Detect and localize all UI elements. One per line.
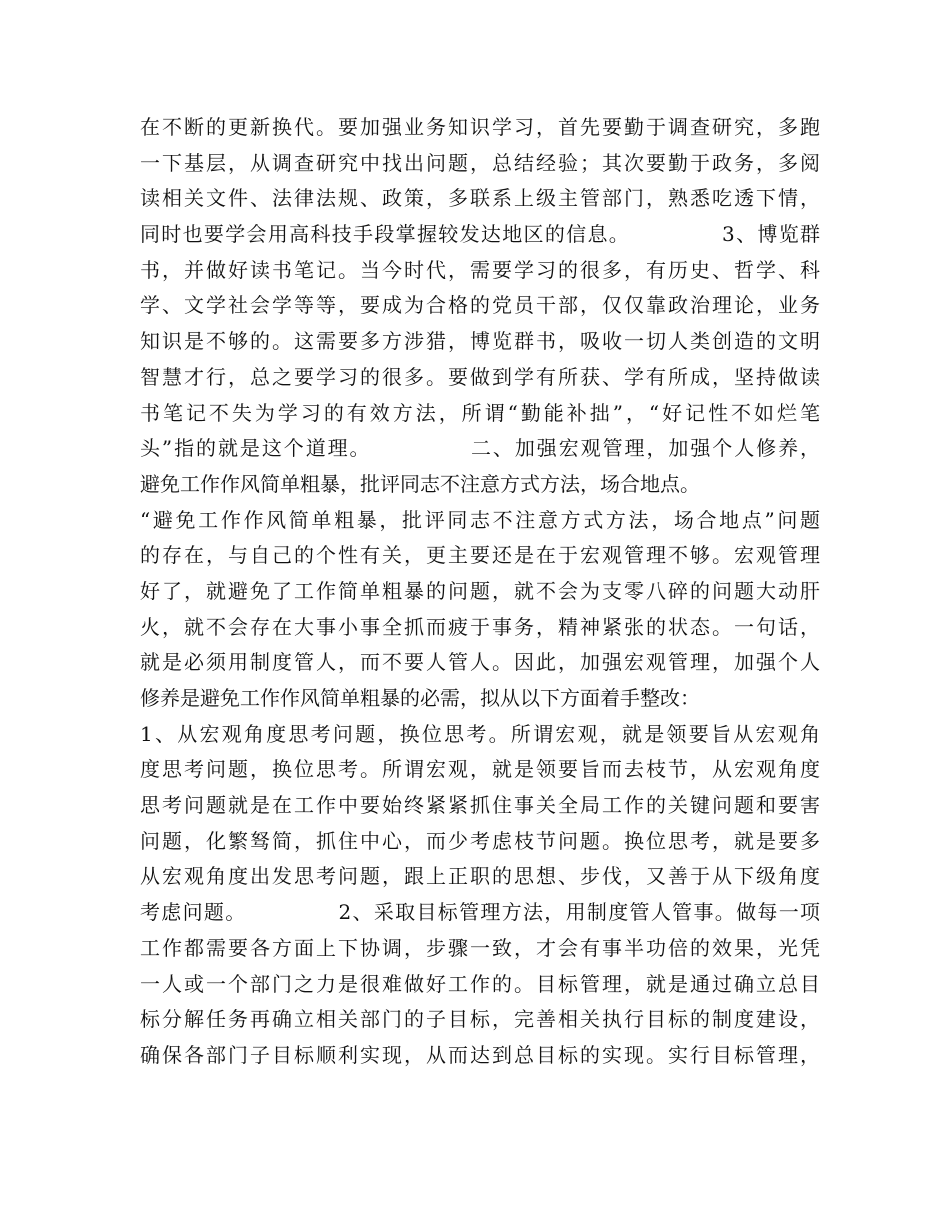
text-line: 避免工作作风简单粗暴，批评同志不注意方式方法，场合地点。	[140, 471, 700, 496]
text-line: 工作都需要各方面上下协调，步骤一致，才会有事半功倍的效果，光凭	[140, 935, 820, 960]
text-line: 知识是不够的。这需要多方涉猎，博览群书，吸收一切人类创造的文明	[140, 329, 820, 354]
text-line: 一下基层，从调查研究中找出问题，总结经验；其次要勤于政务，多阅	[140, 150, 820, 175]
text-line: 问题，化繁驽简，抓住中心，而少考虑枝节问题。换位思考，就是要多	[140, 828, 820, 853]
text-line: “避免工作作风简单粗暴，批评同志不注意方式方法，场合地点”问题	[140, 507, 820, 532]
text-line: 在不断的更新换代。要加强业务知识学习，首先要勤于调查研究，多跑	[140, 115, 820, 139]
text-line: 头”指的就是这个道理。 二、加强宏观管理，加强个人修养，	[140, 436, 820, 461]
text-line: 读相关文件、法律法规、政策，多联系上级主管部门，熟悉吃透下情，	[140, 186, 820, 211]
body-text	[140, 110, 820, 1074]
text-line: 智慧才行，总之要学习的很多。要做到学有所获、学有所成，坚持做读	[140, 364, 820, 389]
text-line: 好了，就避免了工作简单粗暴的问题，就不会为支零八碎的问题大动肝	[140, 578, 820, 603]
text-line: 考虑问题。 2、采取目标管理方法，用制度管人管事。做每一项	[140, 900, 820, 925]
text-line: 就是必须用制度管人，而不要人管人。因此，加强宏观管理，加强个人	[140, 650, 820, 675]
text-line: 书，并做好读书笔记。当今时代，需要学习的很多，有历史、哲学、科	[140, 257, 820, 282]
text-line: 火，就不会存在大事小事全抓而疲于事务，精神紧张的状态。一句话，	[140, 614, 820, 639]
text-line: 修养是避免工作作风简单粗暴的必需，拟从以下方面着手整改：	[140, 686, 700, 710]
text-line: 思考问题就是在工作中要始终紧紧抓住事关全局工作的关键问题和要害	[140, 793, 820, 818]
text-line: 确保各部门子目标顺利实现，从而达到总目标的实现。实行目标管理，	[140, 1042, 820, 1067]
text-line: 从宏观角度出发思考问题，跟上正职的思想、步伐，又善于从下级角度	[140, 864, 820, 889]
text-line: 度思考问题，换位思考。所谓宏观，就是领要旨而去枝节，从宏观角度	[140, 757, 820, 782]
text-line: 一人或一个部门之力是很难做好工作的。目标管理，就是通过确立总目	[140, 971, 820, 996]
text-line: 同时也要学会用高科技手段掌握较发达地区的信息。 3、博览群	[140, 222, 820, 247]
text-line: 书笔记不失为学习的有效方法，所谓“勤能补拙”，“好记性不如烂笔	[140, 400, 820, 425]
text-line: 标分解任务再确立相关部门的子目标，完善相关执行目标的制度建设，	[140, 1007, 820, 1032]
text-line: 学、文学社会学等等，要成为合格的党员干部，仅仅靠政治理论，业务	[140, 293, 820, 318]
text-line: 1、从宏观角度思考问题，换位思考。所谓宏观，就是领要旨从宏观角	[140, 721, 820, 746]
text-line: 的存在，与自己的个性有关，更主要还是在于宏观管理不够。宏观管理	[140, 543, 820, 568]
